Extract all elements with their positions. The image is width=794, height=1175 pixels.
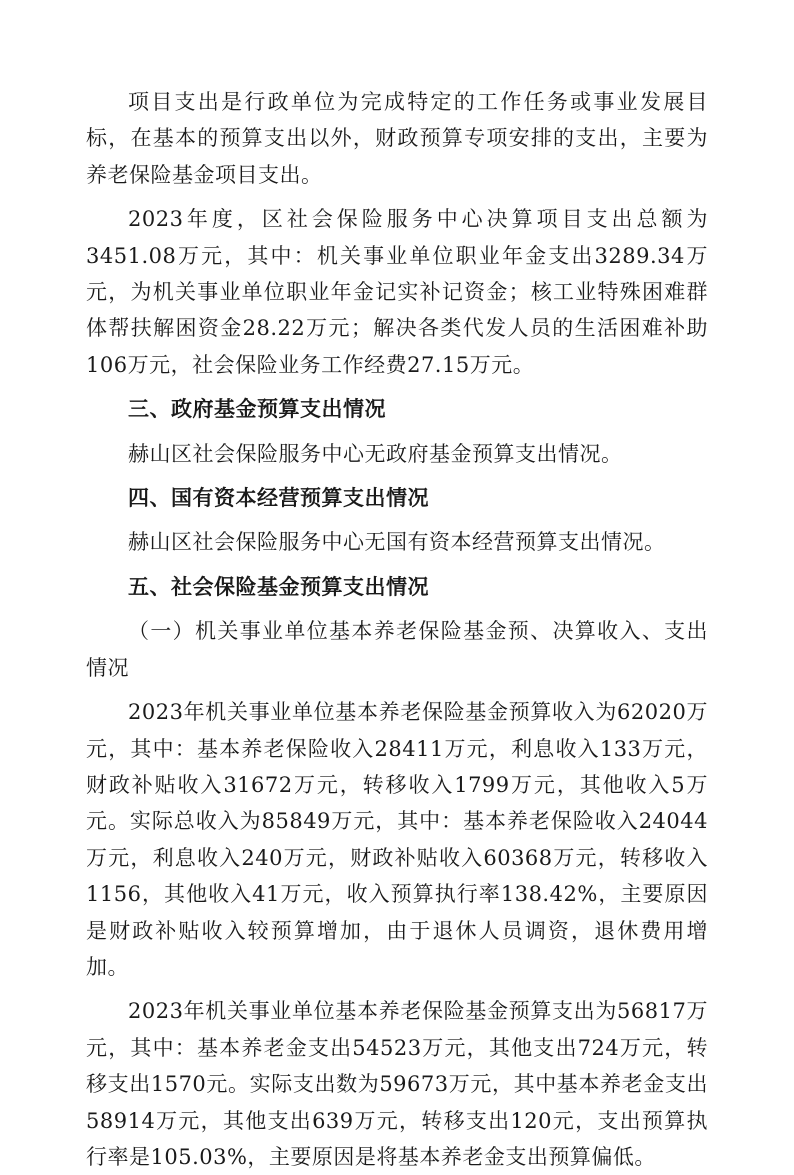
paragraph-no-government-fund: 赫山区社会保险服务中心无政府基金预算支出情况。: [128, 441, 623, 466]
heading-state-capital: 四、国有资本经营预算支出情况: [128, 486, 429, 511]
paragraph-no-state-capital: 赫山区社会保险服务中心无国有资本经营预算支出情况。: [128, 530, 666, 555]
heading-government-fund: 三、政府基金预算支出情况: [128, 397, 386, 422]
paragraph-project-expenditure: 项目支出是行政单位为完成特定的工作任务或事业发展目标，在基本的预算支出以外，财政预算专项安排的支出，主要为养老保险基金项目支出。: [86, 90, 708, 187]
heading-social-insurance-fund: 五、社会保险基金预算支出情况: [128, 574, 429, 599]
paragraph-2023-project-total: 2023年度，区社会保险服务中心决算项目支出总额为3451.08万元，其中：机关事业单位职业年金支出3289.34万元，为机关事业单位职业年金记实补记资金；核工业特殊困难群体帮扶解困资金28.22万元；解决各类代发人员的生活困难补助106万元，社会保险业务工作经费27.15万元。: [86, 207, 708, 377]
paragraph-pension-expenditure: 2023年机关事业单位基本养老保险基金预算支出为56817万元，其中：基本养老金支出54523万元，其他支出724万元，转移支出1570元。实际支出数为59673万元，其中基本养老金支出58914万元，其他支出639万元，转移支出120元，支出预算执行率是105.03%，主要原因是将基本养老金支出预算偏低。: [86, 999, 708, 1169]
subheading-pension-fund: （一）机关事业单位基本养老保险基金预、决算收入、支出情况: [86, 619, 708, 680]
paragraph-pension-income: 2023年机关事业单位基本养老保险基金预算收入为62020万元，其中：基本养老保险收入28411万元，利息收入133万元，财政补贴收入31672万元，转移收入1799万元，其他收入5万元。实际总收入为85849万元，其中：基本养老保险收入24044万元，利息收入240万元，财政补贴收入60368万元，转移收入1156，其他收入41万元，收入预算执行率138.42%，主要原因是财政补贴收入较预算增加，由于退休人员调资，退休费用增加。: [86, 700, 708, 979]
